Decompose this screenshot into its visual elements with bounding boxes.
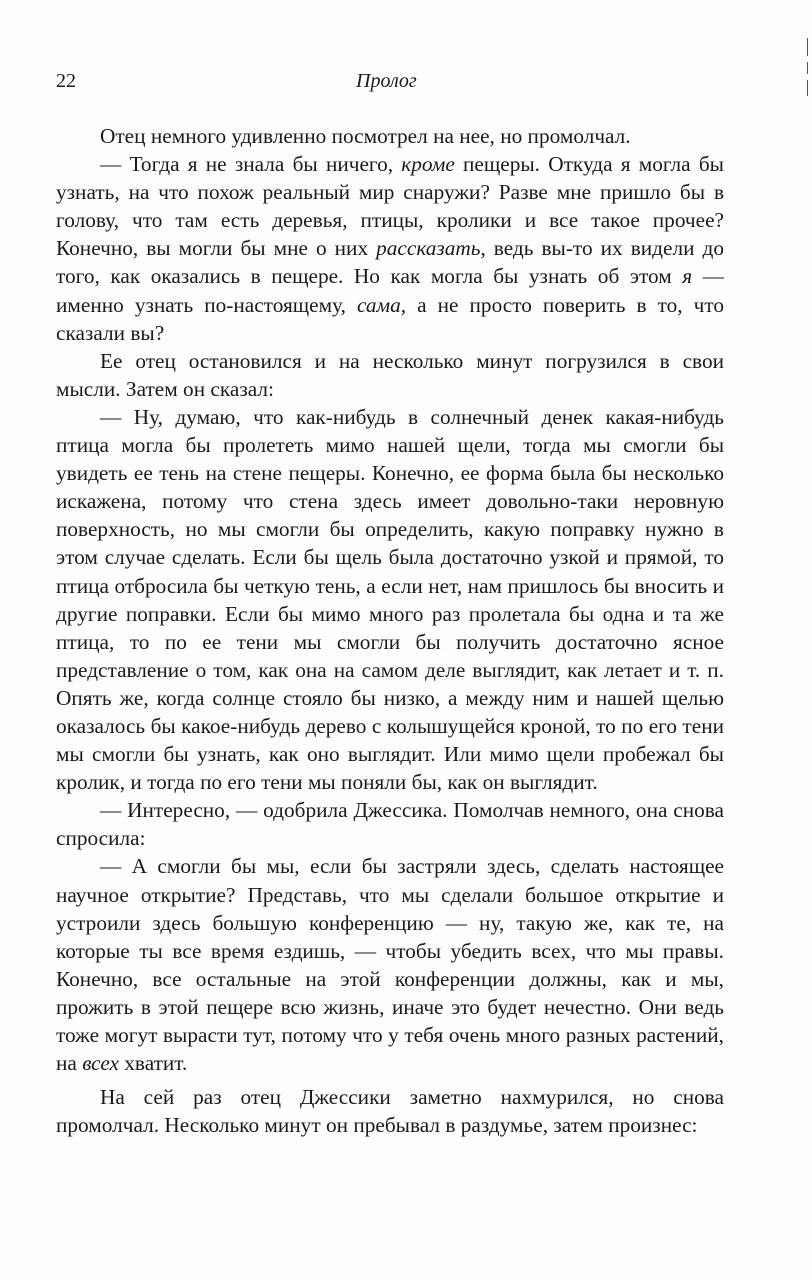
- text-run: На сей раз отец Джессики заметно нахмурился, но снова промолчал. Несколько минут он пребывал в раздумье, затем произнес:: [56, 1085, 724, 1138]
- paragraph: [56, 122, 724, 150]
- text-run: хватит.: [118, 1051, 188, 1076]
- paragraph: [56, 347, 724, 403]
- scan-edge-mark: [807, 62, 809, 74]
- paragraph: [56, 1083, 724, 1139]
- body-text: [56, 122, 724, 1139]
- paragraph: [56, 150, 724, 347]
- italic-emphasis: я: [682, 264, 693, 289]
- scan-edge-mark: [807, 80, 809, 96]
- italic-emphasis: рассказать: [376, 236, 481, 261]
- text-run: , а не просто поверить в то, что сказали вы?: [56, 292, 725, 345]
- page-number: 22: [56, 70, 76, 92]
- italic-emphasis: сама: [356, 292, 401, 317]
- text-run: — Интересно, — одобрила Джессика. Помолчав немного, она снова спросила:: [56, 798, 724, 851]
- italic-emphasis: всех: [82, 1051, 119, 1076]
- paragraph: [56, 403, 724, 796]
- text-run: Отец немного удивленно посмотрел на нее, но промолчал.: [100, 124, 631, 148]
- text-run: — Ну, думаю, что как-нибудь в солнечный денек какая-нибудь птица могла бы пролететь мимо нашей щели, тогда мы смогли бы увидеть ее тень на стене пещеры. Конечно, ее форма была бы несколько искажена, потому что стена здесь имеет довольно-таки неровную поверхность, но мы смогли бы определить, какую поправку нужно в этом случае сделать. Если бы щель была достаточно узкой и прямой, то птица отбросила бы четкую тень, а если нет, нам пришлось бы вносить и другие поправки. Если бы мимо много раз пролетала бы одна и та же птица, то по ее тени мы смогли бы получить достаточно ясное представление о том, как она на самом деле выглядит, как летает и т. п. Опять же, когда солнце стояло бы низко, а между ним и нашей щелью оказалось бы какое-нибудь дерево с колышущейся кроной, то по его тени мы смогли бы узнать, как оно выглядит. Или мимо щели пробежал бы кролик, и тогда по его тени мы поняли бы, как он выглядит.: [56, 404, 724, 795]
- text-run: пещеры. Откуда я могла бы узнать, на что похож реальный мир снаружи? Разве мне пришло бы в голову, что там есть деревья, птицы, кролики и все такое прочее? Конечно, вы могли бы мне о них: [56, 152, 724, 261]
- scan-edge-mark: [807, 38, 809, 56]
- paragraph: [56, 796, 724, 852]
- text-run: , ведь вы-то их видели до того, как оказались в пещере. Но как могла бы узнать об этом: [56, 236, 724, 289]
- page-header: [56, 70, 756, 100]
- paragraph: [56, 852, 724, 1077]
- running-title: Пролог: [356, 70, 417, 92]
- italic-emphasis: кроме: [401, 152, 455, 177]
- text-run: — именно узнать по-настоящему,: [56, 264, 724, 317]
- text-run: Ее отец остановился и на несколько минут погрузился в свои мысли. Затем он сказал:: [56, 348, 724, 401]
- text-run: — А смогли бы мы, если бы застряли здесь, сделать настоящее научное открытие? Представь, что мы сделали большое открытие и устроили здесь большую конференцию — ну, такую же, как те, на которые ты все время ездишь, — чтобы убедить всех, что мы правы. Конечно, все остальные на этой конференции должны, как и мы, прожить в этой пещере всю жизнь, иначе это будет нечестно. Они ведь тоже могут вырасти тут, потому что у тебя очень много разных растений, на: [56, 854, 724, 1076]
- text-run: — Тогда я не знала бы ничего,: [100, 152, 402, 177]
